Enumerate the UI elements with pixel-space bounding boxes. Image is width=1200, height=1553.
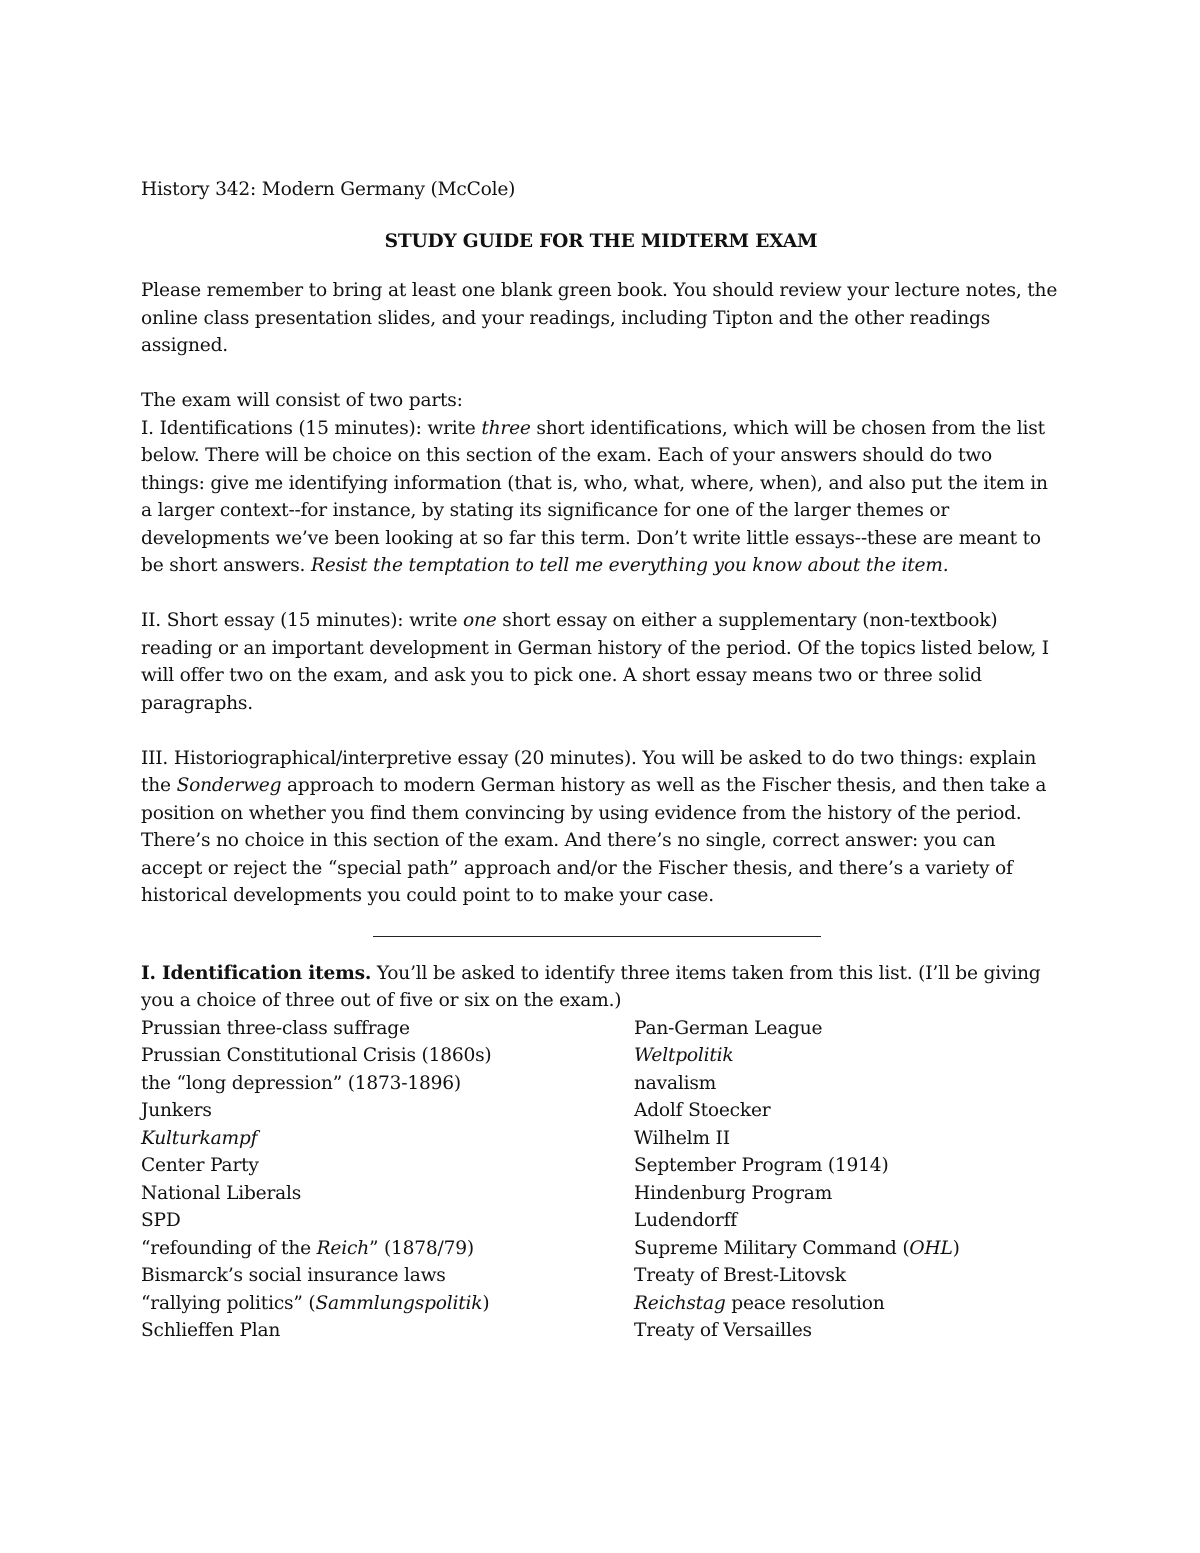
identification-item: Bismarck’s social insurance laws xyxy=(141,1265,446,1286)
identification-item: September Program (1914) xyxy=(634,1155,889,1176)
identification-item: Adolf Stoecker xyxy=(634,1100,771,1121)
identification-item: Treaty of Brest-Litovsk xyxy=(634,1265,846,1286)
identification-item: Center Party xyxy=(141,1155,259,1176)
page-title: STUDY GUIDE FOR THE MIDTERM EXAM xyxy=(384,230,818,252)
document-body xyxy=(141,176,1061,1345)
identification-list xyxy=(141,1015,1061,1345)
identification-heading: I. Identification items. xyxy=(141,962,372,984)
identification-column-right xyxy=(634,1015,1061,1345)
exam-parts-intro: The exam will consist of two parts: xyxy=(141,390,463,411)
identification-item: Wilhelm II xyxy=(634,1127,730,1149)
identification-item: Reichstag peace resolution xyxy=(634,1292,885,1314)
identification-item: Schlieffen Plan xyxy=(141,1320,281,1341)
identification-item: “refounding of the Reich” (1878/79) xyxy=(141,1237,474,1259)
identification-item: SPD xyxy=(141,1210,181,1231)
section-divider xyxy=(373,936,821,937)
identification-item: Weltpolitik xyxy=(634,1045,734,1066)
identification-item: Prussian Constitutional Crisis (1860s) xyxy=(141,1045,492,1066)
intro-paragraph: Please remember to bring at least one blank green book. You should review your lecture notes, the online class presentation slides, and your readings, including Tipton and the other readings assigned. xyxy=(141,280,1058,356)
identification-item: Hindenburg Program xyxy=(634,1182,833,1204)
identification-item: Prussian three-class suffrage xyxy=(141,1017,410,1039)
part-two-paragraph: II. Short essay (15 minutes): write one short essay on either a supplementary (non-textbook) reading or an important development in German history of the period. Of the topics listed below, I will offer two on the exam, and ask you to pick one. A short essay means two or three solid paragraphs. xyxy=(141,610,1049,714)
identification-column-left xyxy=(141,1015,634,1345)
identification-item: Treaty of Versailles xyxy=(634,1320,812,1341)
identification-item: Junkers xyxy=(141,1100,212,1121)
identification-item: Kulturkampf xyxy=(141,1127,258,1149)
identification-item: the “long depression” (1873-1896) xyxy=(141,1072,461,1094)
identification-item: navalism xyxy=(634,1072,717,1094)
identification-item: National Liberals xyxy=(141,1182,302,1204)
course-header: History 342: Modern Germany (McCole) xyxy=(141,179,516,200)
identification-item: “rallying politics” (Sammlungspolitik) xyxy=(141,1292,490,1314)
identification-item: Ludendorff xyxy=(634,1210,737,1231)
part-three-paragraph: III. Historiographical/interpretive essay (20 minutes). You will be asked to do two things: explain the Sonderweg approach to modern German history as well as the Fischer thesis, and then take a position on whether you find them convincing by using evidence from the history of the period. There’s no choice in this section of the exam. And there’s no single, correct answer: you can accept or reject the “special path” approach and/or the Fischer thesis, and there’s a variety of historical developments you could point to to make your case. xyxy=(141,747,1047,906)
identification-intro: I. Identification items. You’ll be asked to identify three items taken from this list. (I’ll be giving you a choice of three out of five or six on the exam.) xyxy=(141,962,1041,1011)
identification-item: Pan-German League xyxy=(634,1017,823,1039)
part-one-paragraph: I. Identifications (15 minutes): write three short identifications, which will be chosen from the list below. There will be choice on this section of the exam. Each of your answers should do two things: give me identifying information (that is, who, what, where, when), and also put the item in a larger context--for instance, by stating its significance for one of the larger themes or developments we’ve been looking at so far this term. Don’t write little essays--these are meant to be short answers. Resist the temptation to tell me everything you know about the item. xyxy=(141,417,1048,576)
identification-item: Supreme Military Command (OHL) xyxy=(634,1237,960,1259)
